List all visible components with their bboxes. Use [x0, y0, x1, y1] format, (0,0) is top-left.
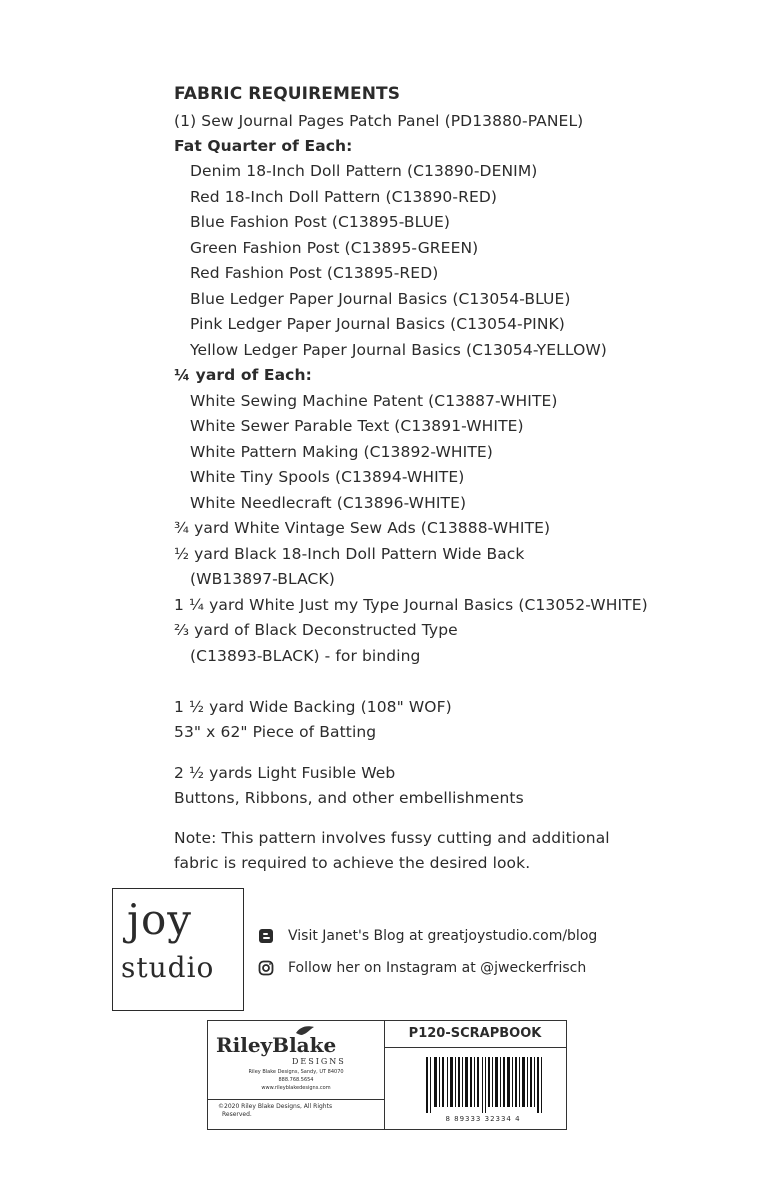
list-item: ½ yard Black 18-Inch Doll Pattern Wide Back	[174, 545, 525, 563]
list-item: Pink Ledger Paper Journal Basics (C13054-PINK)	[190, 315, 565, 333]
barcode-digits: 8 89333 32334 4	[445, 1115, 521, 1123]
fat-quarter-heading: Fat Quarter of Each:	[174, 137, 353, 155]
blog-text: Visit Janet's Blog at greatjoystudio.com/blog	[288, 928, 598, 944]
note-text: Note: This pattern involves fussy cutting and additional	[174, 829, 610, 847]
logo-joy: joy	[127, 895, 193, 944]
list-item: Buttons, Ribbons, and other embellishments	[174, 789, 524, 807]
list-item: ¾ yard White Vintage Sew Ads (C13888-WHITE)	[174, 519, 551, 537]
list-item: 1 ½ yard Wide Backing (108" WOF)	[174, 698, 452, 716]
list-item: Red 18-Inch Doll Pattern (C13890-RED)	[190, 188, 498, 206]
list-item: Blue Fashion Post (C13895-BLUE)	[190, 213, 451, 231]
brand-sub: DESIGNS	[292, 1057, 346, 1066]
note-text: fabric is required to achieve the desired look.	[174, 854, 531, 872]
list-item: White Pattern Making (C13892-WHITE)	[190, 443, 493, 461]
brand-name: RileyBlake	[216, 1033, 337, 1057]
joy-studio-logo	[112, 888, 244, 1011]
copyright-line: ©2020 Riley Blake Designs, All Rights	[218, 1103, 333, 1110]
logo-studio: studio	[121, 951, 215, 984]
list-item: Denim 18-Inch Doll Pattern (C13890-DENIM)	[190, 162, 538, 180]
panel-line: (1) Sew Journal Pages Patch Panel (PD13880-PANEL)	[174, 112, 584, 130]
list-item: Yellow Ledger Paper Journal Basics (C13054-YELLOW)	[190, 341, 607, 359]
list-item: 1 ¼ yard White Just my Type Journal Basics (C13052-WHITE)	[174, 596, 648, 614]
address-line: Riley Blake Designs, Sandy, UT 84070	[248, 1069, 344, 1075]
instagram-icon	[258, 960, 274, 976]
barcode	[426, 1057, 546, 1113]
list-item: Blue Ledger Paper Journal Basics (C13054-BLUE)	[190, 290, 571, 308]
list-item: 53" x 62" Piece of Batting	[174, 723, 377, 741]
list-item: White Sewer Parable Text (C13891-WHITE)	[190, 417, 524, 435]
blogger-icon	[258, 928, 274, 944]
sku-label: P120-SCRAPBOOK	[384, 1021, 566, 1048]
list-item: Red Fashion Post (C13895-RED)	[190, 264, 439, 282]
publisher-footer	[207, 1020, 567, 1130]
section-title: FABRIC REQUIREMENTS	[174, 84, 401, 104]
copyright	[218, 1103, 332, 1119]
divider	[208, 1099, 384, 1100]
instagram-link[interactable]	[258, 960, 586, 976]
publisher-info	[208, 1021, 385, 1129]
address-line: 888.768.5654	[278, 1077, 314, 1083]
address-line: www.rileyblakedesigns.com	[261, 1085, 331, 1091]
list-item: White Sewing Machine Patent (C13887-WHITE)	[190, 392, 558, 410]
quarter-yard-heading: ¼ yard of Each:	[174, 366, 312, 384]
instagram-text: Follow her on Instagram at @jweckerfrisch	[288, 960, 587, 976]
copyright-line: Reserved.	[222, 1111, 252, 1118]
list-item: ⅔ yard of Black Deconstructed Type	[174, 621, 458, 639]
list-item: White Tiny Spools (C13894-WHITE)	[190, 468, 465, 486]
list-item: Green Fashion Post (C13895-GREEN)	[190, 239, 479, 257]
list-item: (C13893-BLACK) - for binding	[190, 647, 421, 665]
blog-link[interactable]	[258, 928, 597, 944]
list-item: 2 ½ yards Light Fusible Web	[174, 764, 396, 782]
list-item: White Needlecraft (C13896-WHITE)	[190, 494, 467, 512]
bird-icon	[294, 1023, 316, 1037]
list-item: (WB13897-BLACK)	[190, 570, 335, 588]
